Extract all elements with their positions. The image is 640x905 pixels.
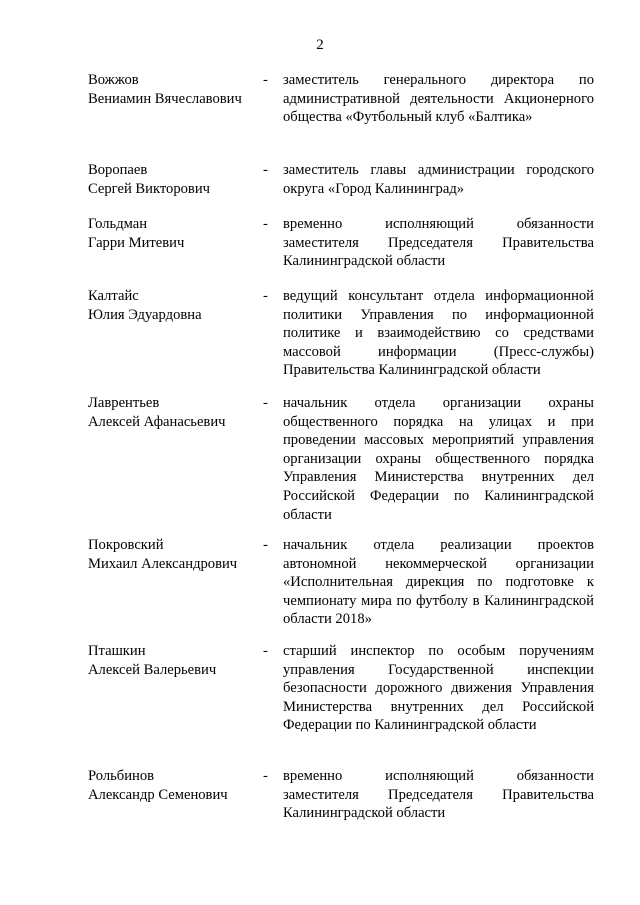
person-name bbox=[88, 767, 260, 804]
person-position: начальник отдела реализации проектов автономной некоммерческой организации «Исполнительная дирекция по подготовке к чемпионату мира по футболу в Калининградской области 2018» bbox=[283, 537, 594, 628]
person-position: заместитель генерального директора по административной деятельности Акционерного общества «Футбольный клуб «Балтика» bbox=[283, 72, 594, 126]
person-name bbox=[88, 536, 260, 573]
person-surname: Вожжов bbox=[88, 72, 139, 88]
person-position: ведущий консультант отдела информационной политики Управления по информационной политике и взаимодействию со средствами массовой информации (Пресс-службы) Правительства Калининградской области bbox=[283, 288, 594, 379]
person-given-names: Сергей Викторович bbox=[88, 180, 210, 197]
separator-dash: - bbox=[263, 216, 268, 232]
person-surname: Воропаев bbox=[88, 162, 148, 178]
separator-dash: - bbox=[263, 537, 268, 553]
person-given-names: Вениамин Вячеславович bbox=[88, 90, 242, 107]
person-surname: Гольдман bbox=[88, 216, 148, 232]
person-position: заместитель главы администрации городского округа «Город Калининград» bbox=[283, 162, 594, 197]
separator-dash: - bbox=[263, 643, 268, 659]
person-surname: Лаврентьев bbox=[88, 395, 160, 411]
person-name bbox=[88, 394, 260, 431]
person-name bbox=[88, 642, 260, 679]
person-given-names: Алексей Валерьевич bbox=[88, 661, 217, 678]
person-name bbox=[88, 71, 260, 108]
person-position: временно исполняющий обязанности заместителя Председателя Правительства Калининградской области bbox=[283, 216, 594, 270]
person-surname: Калтайс bbox=[88, 288, 139, 304]
person-position: старший инспектор по особым поручениям управления Государственной инспекции безопасности дорожного движения Управления Министерства внутренних дел Российской Федерации по Калининградской области bbox=[283, 643, 594, 734]
page-number: 2 bbox=[316, 37, 324, 53]
separator-dash: - bbox=[263, 162, 268, 178]
person-name bbox=[88, 287, 260, 324]
person-position: начальник отдела организации охраны общественного порядка на улицах и при проведении массовых мероприятий управления организации охраны общественного порядка Управления Министерства внутренних дел Российской Федерации по Калининградской области bbox=[283, 395, 594, 523]
separator-dash: - bbox=[263, 288, 268, 304]
person-surname: Покровский bbox=[88, 537, 164, 553]
person-name bbox=[88, 161, 260, 198]
separator-dash: - bbox=[263, 72, 268, 88]
person-surname: Пташкин bbox=[88, 643, 146, 659]
separator-dash: - bbox=[263, 395, 268, 411]
person-name bbox=[88, 215, 260, 252]
person-given-names: Александр Семенович bbox=[88, 786, 228, 803]
person-given-names: Алексей Афанасьевич bbox=[88, 413, 226, 430]
person-surname: Рольбинов bbox=[88, 768, 155, 784]
person-given-names: Михаил Александрович bbox=[88, 555, 238, 572]
separator-dash: - bbox=[263, 768, 268, 784]
person-position: временно исполняющий обязанности заместителя Председателя Правительства Калининградской области bbox=[283, 768, 594, 822]
person-given-names: Гарри Митевич bbox=[88, 234, 185, 251]
person-given-names: Юлия Эдуардовна bbox=[88, 306, 202, 323]
